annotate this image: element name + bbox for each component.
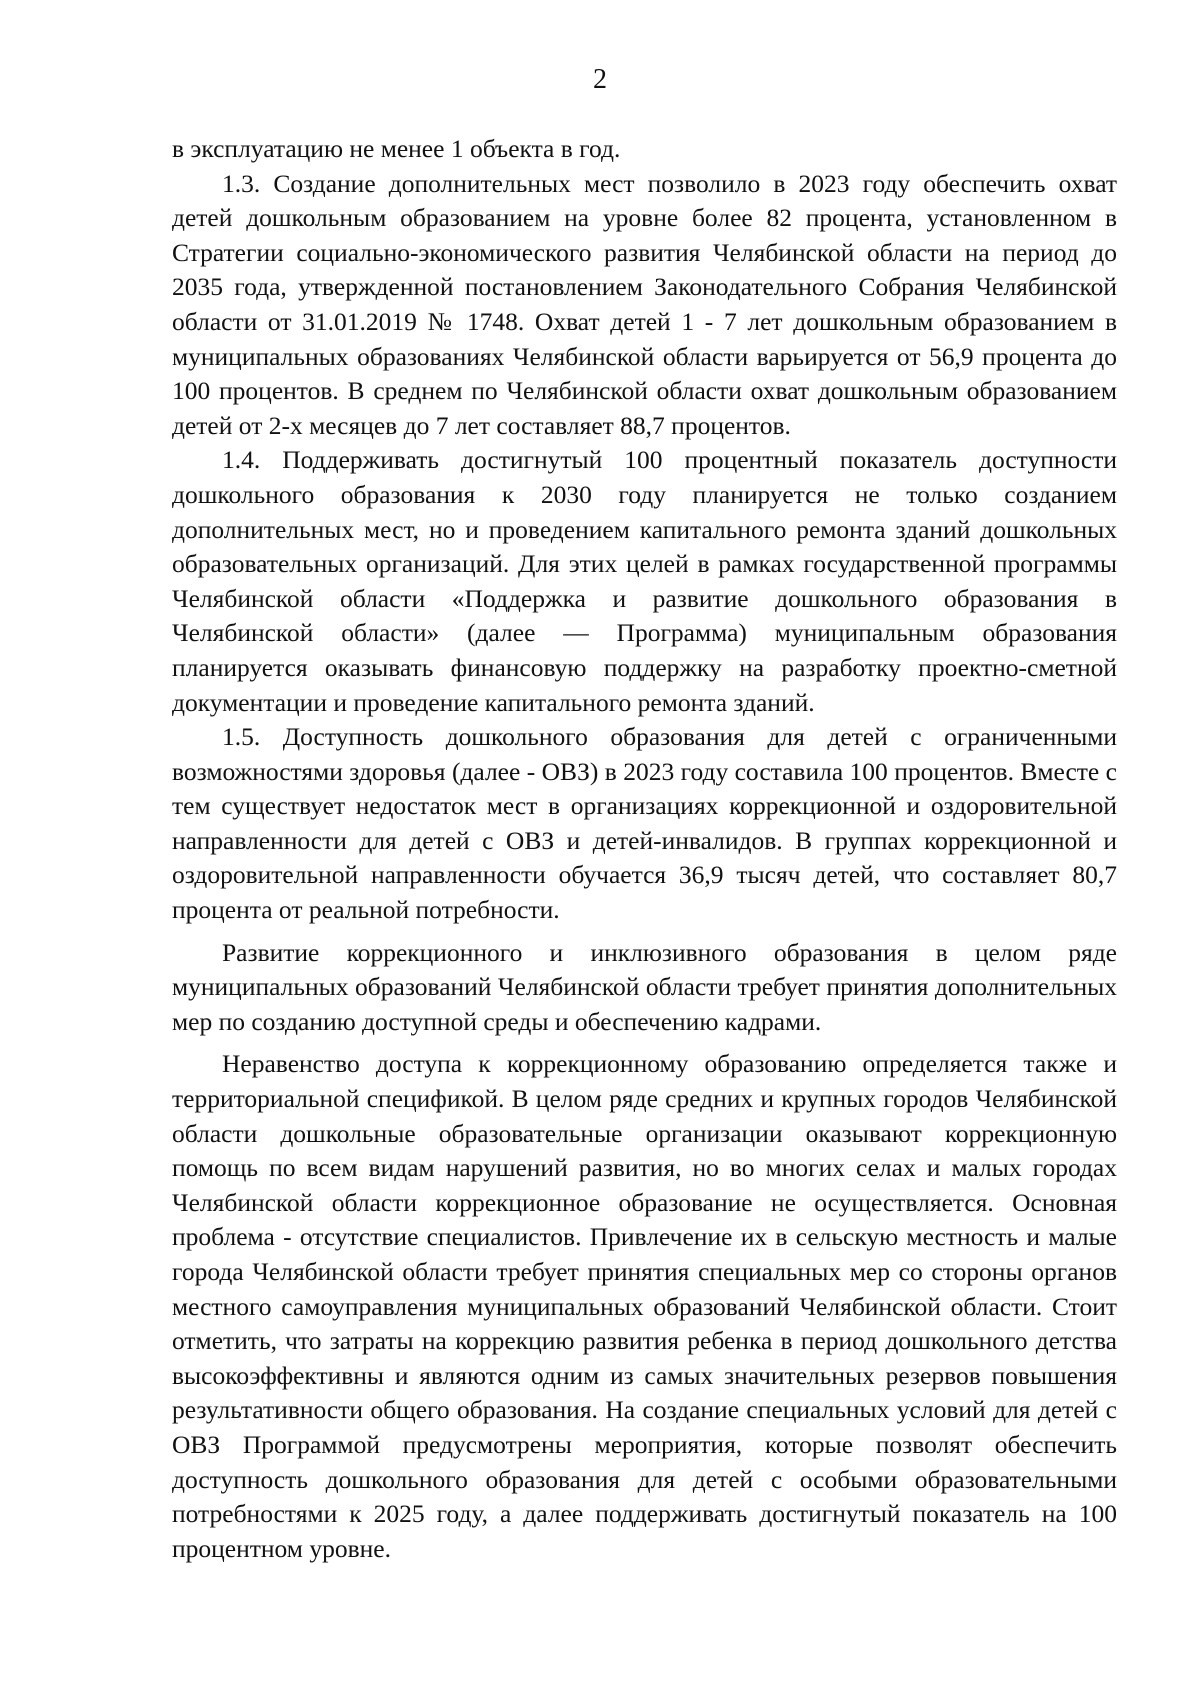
document-body [172,132,1117,1566]
page-number: 2 [593,64,607,95]
paragraph-continuation: в эксплуатацию не менее 1 объекта в год. [172,134,621,163]
paragraph-1-3: 1.3. Создание дополнительных мест позволило в 2023 году обеспечить охват детей дошкольным образованием на уровне более 82 процента, установленном в Стратегии социально-экономического развития Челябинской области на период до 2035 года, утвержденной постановлением Законодательного Собрания Челябинской области от 31.01.2019 № 1748. Охват детей 1 - 7 лет дошкольным образованием в муниципальных образованиях Челябинской области варьируется от 56,9 процента до 100 процентов. В среднем по Челябинской области охват дошкольным образованием детей от 2-х месяцев до 7 лет составляет 88,7 процентов. [172,168,1117,440]
paragraph-territorial-inequality: Неравенство доступа к коррекционному образованию определяется также и территориальной спецификой. В целом ряде средних и крупных городов Челябинской области дошкольные образовательные организации оказывают коррекционную помощь по всем видам нарушений развития, но во многих селах и малых городах Челябинской области коррекционное образование не осуществляется. Основная проблема - отсутствие специалистов. Привлечение их в сельскую местность и малые города Челябинской области требует принятия специальных мер со стороны органов местного самоуправления муниципальных образований Челябинской области. Стоит отметить, что затраты на коррекцию развития ребенка в период дошкольного детства высокоэффективны и являются одним из самых значительных резервов повышения результативности общего образования. На создание специальных условий для детей с ОВЗ Программой предусмотрены мероприятия, которые позволят обеспечить доступность дошкольного образования для детей с особыми образовательными потребностями к 2025 году, а далее поддерживать достигнутый показатель на 100 процентном уровне. [172,1049,1117,1563]
paragraph-1-4: 1.4. Поддерживать достигнутый 100 процентный показатель доступности дошкольного образования к 2030 году планируется не только созданием дополнительных мест, но и проведением капитального ремонта зданий дошкольных образовательных организаций. Для этих целей в рамках государственной программы Челябинской области «Поддержка и развитие дошкольного образования в Челябинской области» (далее — Программа) муниципальным образования планируется оказывать финансовую поддержку на разработку проектно-сметной документации и проведение капитального ремонта зданий. [172,445,1117,717]
paragraph-inclusive-education: Развитие коррекционного и инклюзивного образования в целом ряде муниципальных образований Челябинской области требует принятия дополнительных мер по созданию доступной среды и обеспечению кадрами. [172,937,1117,1036]
paragraph-1-5: 1.5. Доступность дошкольного образования для детей с ограниченными возможностями здоровья (далее - ОВЗ) в 2023 году составила 100 процентов. Вместе с тем существует недостаток мест в организациях коррекционной и оздоровительной направленности для детей с ОВЗ и детей-инвалидов. В группах коррекционной и оздоровительной направленности обучается 36,9 тысяч детей, что составляет 80,7 процента от реальной потребности. [172,722,1117,925]
